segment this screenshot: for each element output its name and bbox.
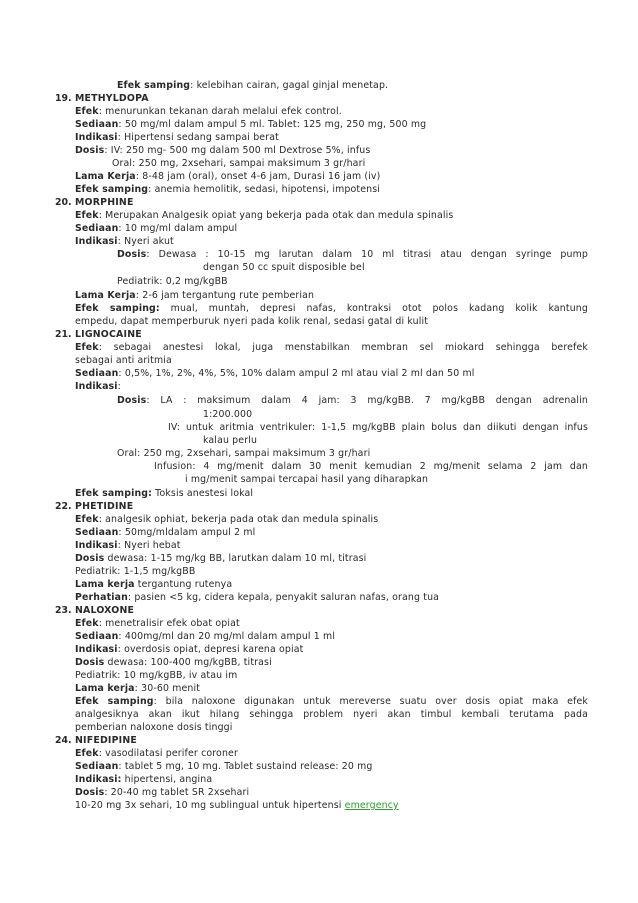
label: Efek samping	[75, 696, 154, 707]
methyldopa-dosis	[75, 144, 370, 157]
lignocaine-dosis	[117, 394, 588, 407]
morphine-dosis-cont: dengan 50 cc spuit disposible bel	[203, 262, 365, 273]
text: : Merupakan Analgesik opiat yang bekerja pada otak dan medula spinalis	[98, 210, 454, 221]
label: Efek samping	[75, 184, 149, 195]
naloxone-efek-samping-cont: analgesiknya akan ikut hilang sehingga problem nyeri akan timbul kembali terutama pada	[75, 709, 588, 720]
text: : sebagai anestesi lokal, juga menstabilkan membran sel miokard sehingga berefek	[98, 342, 588, 353]
text: : 8-48 jam (oral), onset 4-6 jam, Durasi 16 jam (iv)	[135, 171, 381, 182]
top-efek-samping-line	[117, 79, 388, 92]
lignocaine-indikasi	[75, 380, 121, 393]
lignocaine-efek	[75, 341, 588, 354]
text: : Hipertensi sedang sampai berat	[117, 132, 279, 143]
drug-title-methyldopa: METHYLDOPA	[75, 93, 149, 104]
label: Sediaan	[75, 631, 119, 642]
label: Efek samping	[117, 80, 191, 91]
text: : 50 mg/ml dalam ampul 5 ml. Tablet: 125 mg, 250 mg, 500 mg	[118, 119, 427, 130]
label: Indikasi:	[75, 774, 122, 785]
text: : 50mg/mldalam ampul 2 ml	[118, 527, 256, 538]
text: : 0,5%, 1%, 2%, 4%, 5%, 10% dalam ampul 2 ml atau vial 2 ml dan 50 ml	[118, 368, 475, 379]
emergency-link[interactable]: emergency	[344, 800, 399, 811]
text: : overdosis opiat, depresi karena opiat	[117, 644, 304, 655]
label: Dosis	[75, 787, 105, 798]
nifedipine-efek	[75, 747, 238, 760]
label: Lama kerja	[75, 683, 135, 694]
label: Indikasi	[75, 540, 118, 551]
text: hipertensi, angina	[121, 774, 213, 785]
phetidine-sediaan	[75, 526, 255, 539]
text: Toksis anestesi lokal	[152, 488, 254, 499]
text: dewasa: 1-15 mg/kg BB, larutkan dalam 10 ml, titrasi	[104, 553, 367, 564]
text: : vasodilatasi perifer coroner	[98, 748, 238, 759]
text: : 30-60 menit	[134, 683, 201, 694]
text: 10-20 mg 3x sehari, 10 mg sublingual untuk hipertensi	[75, 800, 345, 811]
label: Dosis	[75, 657, 105, 668]
text: : 400mg/ml dan 20 mg/ml dalam ampul 1 ml	[118, 631, 336, 642]
label: Dosis	[117, 395, 147, 406]
naloxone-sediaan	[75, 630, 335, 643]
text: : 20-40 mg tablet SR 2xsehari	[104, 787, 250, 798]
item-number: 21.	[55, 329, 72, 340]
text: :	[117, 381, 121, 392]
nifedipine-indikasi	[75, 773, 212, 786]
morphine-pediatrik: Pediatrik: 0,2 mg/kgBB	[117, 276, 228, 287]
drug-title-morphine: MORPHINE	[75, 197, 134, 208]
text: : Dewasa : 10-15 mg larutan dalam 10 ml titrasi atau dengan syringe pump	[146, 249, 588, 260]
text: : 2-6 jam tergantung rute pemberian	[135, 290, 315, 301]
morphine-indikasi	[75, 235, 174, 248]
methyldopa-lama-kerja	[75, 170, 380, 183]
lignocaine-infusion: Infusion: 4 mg/menit dalam 30 menit kemudian 2 mg/menit selama 2 jam dan	[154, 461, 588, 472]
morphine-dosis	[117, 248, 588, 261]
label: Sediaan	[75, 527, 119, 538]
nifedipine-sediaan	[75, 760, 373, 773]
phetidine-perhatian	[75, 591, 439, 604]
text: : menurunkan tekanan darah melalui efek control.	[98, 106, 342, 117]
phetidine-pediatrik: Pediatrik: 1-1,5 mg/kgBB	[75, 566, 196, 577]
label: Perhatian	[75, 592, 128, 603]
item-number: 20.	[55, 197, 72, 208]
morphine-lama-kerja	[75, 289, 314, 302]
label: Efek	[75, 748, 99, 759]
label: Dosis	[75, 145, 105, 156]
naloxone-pediatrik: Pediatrik: 10 mg/kgBB, iv atau im	[75, 670, 238, 681]
label: Dosis	[75, 553, 105, 564]
label: Efek samping:	[75, 303, 160, 314]
label: Indikasi	[75, 644, 118, 655]
label: Efek	[75, 106, 99, 117]
text: : kelebihan cairan, gagal ginjal menetap.	[190, 80, 389, 91]
text: tergantung rutenya	[134, 579, 233, 590]
phetidine-dosis	[75, 552, 366, 565]
morphine-efek-samping-cont: empedu, dapat memperburuk nyeri pada kolik renal, sedasi gatal di kulit	[75, 316, 429, 327]
text: : LA : maksimum dalam 4 jam: 3 mg/kgBB. 7 mg/kgBB dengan adrenalin	[146, 395, 588, 406]
lignocaine-iv-cont: kalau perlu	[203, 435, 258, 446]
label: Indikasi	[75, 132, 118, 143]
drug-title-phetidine: PHETIDINE	[75, 501, 134, 512]
naloxone-efek-samping	[75, 695, 588, 708]
nifedipine-dosis-sublingual	[75, 799, 399, 812]
methyldopa-efek-samping	[75, 183, 380, 196]
label: Efek	[75, 618, 99, 629]
text: : analgesik ophiat, bekerja pada otak dan medula spinalis	[98, 514, 379, 525]
label: Sediaan	[75, 223, 119, 234]
naloxone-dosis	[75, 656, 272, 669]
item-number: 24.	[55, 735, 72, 746]
item-number: 22.	[55, 501, 72, 512]
label: Indikasi	[75, 381, 118, 392]
item-number: 19.	[55, 93, 72, 104]
label: Lama kerja	[75, 579, 135, 590]
nifedipine-dosis	[75, 786, 249, 799]
naloxone-indikasi	[75, 643, 303, 656]
text: : Nyeri akut	[117, 236, 174, 247]
text: : pasien <5 kg, cidera kepala, penyakit saluran nafas, orang tua	[127, 592, 440, 603]
drug-title-lignocaine: LIGNOCAINE	[75, 329, 142, 340]
methyldopa-sediaan	[75, 118, 426, 131]
phetidine-efek	[75, 513, 378, 526]
methyldopa-efek	[75, 105, 342, 118]
naloxone-lama-kerja	[75, 682, 200, 695]
naloxone-efek	[75, 617, 240, 630]
lignocaine-oral: Oral: 250 mg, 2xsehari, sampai maksimum 3 gr/hari	[117, 448, 371, 459]
text: : IV: 250 mg- 500 mg dalam 500 ml Dextrose 5%, infus	[104, 145, 371, 156]
morphine-efek	[75, 209, 453, 222]
methyldopa-indikasi	[75, 131, 279, 144]
lignocaine-efek-samping	[75, 487, 253, 500]
label: Efek	[75, 514, 99, 525]
label: Efek samping:	[75, 488, 153, 499]
label: Lama Kerja	[75, 290, 136, 301]
item-number: 23.	[55, 605, 72, 616]
naloxone-efek-samping-cont2: pemberian naloxone dosis tinggi	[75, 722, 233, 733]
label: Efek	[75, 342, 99, 353]
text: : tablet 5 mg, 10 mg. Tablet sustaind release: 20 mg	[118, 761, 373, 772]
drug-title-nifedipine: NIFEDIPINE	[75, 735, 138, 746]
label: Sediaan	[75, 119, 119, 130]
lignocaine-dosis-cont: 1:200.000	[203, 409, 253, 420]
morphine-efek-samping	[75, 302, 588, 315]
text: : Nyeri hebat	[117, 540, 181, 551]
label: Sediaan	[75, 368, 119, 379]
phetidine-lama-kerja	[75, 578, 232, 591]
phetidine-indikasi	[75, 539, 181, 552]
text: mual, muntah, depresi nafas, kontraksi otot polos kadang kolik kantung	[159, 303, 588, 314]
morphine-sediaan	[75, 222, 237, 235]
lignocaine-infusion-cont: i mg/menit sampai tercapai hasil yang diharapkan	[185, 474, 429, 485]
label: Lama Kerja	[75, 171, 136, 182]
text: : 10 mg/ml dalam ampul	[118, 223, 238, 234]
label: Efek	[75, 210, 99, 221]
label: Sediaan	[75, 761, 119, 772]
drug-title-naloxone: NALOXONE	[75, 605, 135, 616]
label: Dosis	[117, 249, 147, 260]
text: : menetralisir efek obat opiat	[98, 618, 240, 629]
text: dewasa: 100-400 mg/kgBB, titrasi	[104, 657, 272, 668]
label: Indikasi	[75, 236, 118, 247]
lignocaine-iv: IV: untuk aritmia ventrikuler: 1-1,5 mg/kgBB plain bolus dan diikuti dengan infus	[168, 422, 588, 433]
lignocaine-efek-cont: sebagai anti aritmia	[75, 355, 172, 366]
methyldopa-oral: Oral: 250 mg, 2xsehari, sampai maksimum 3 gr/hari	[112, 158, 366, 169]
text: : bila naloxone digunakan untuk mereverse suatu over dosis opiat maka efek	[153, 696, 589, 707]
lignocaine-sediaan	[75, 367, 475, 380]
text: : anemia hemolitik, sedasi, hipotensi, impotensi	[148, 184, 380, 195]
